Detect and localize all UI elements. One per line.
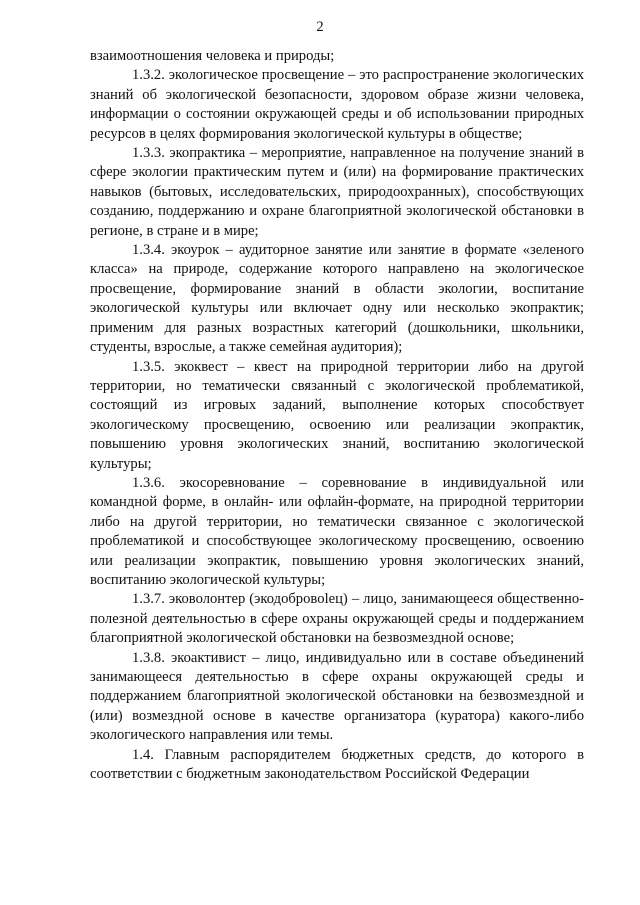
- paragraph: 1.3.7. эковолонтер (экодобровolец) – лицо, занимающееся общественно-полезной деятельностью в сфере охраны окружающей среды и поддержанием благоприятной экологической обстановки на безвозмездной основе;: [90, 591, 584, 647]
- paragraph: 1.4. Главным распорядителем бюджетных средств, до которого в соответствии с бюджетным законодательством Российской Федерации: [90, 746, 584, 783]
- paragraph: 1.3.8. экоактивист – лицо, индивидуально или в составе объединений занимающееся деятельностью в сфере охраны окружающей среды и поддержанием благоприятной экологической обстановки на безвозмездной и (или) возмездной основе в качестве организатора (куратора) какого-либо экологического направления или темы.: [90, 649, 584, 744]
- paragraph: 1.3.4. экоурок – аудиторное занятие или занятие в формате «зеленого класса» на природе, содержание которого направлено на экологическое просвещение, формирование знаний в области экологии, воспитание экологической культуры или включает одну или несколько экопрактик; применим для разных возрастных категорий (дошкольники, школьники, студенты, взрослые, а также семейная аудитория);: [90, 242, 584, 356]
- page-number: 2: [316, 19, 324, 35]
- document-body: [90, 47, 584, 784]
- paragraph: 1.3.2. экологическое просвещение – это распространение экологических знаний об экологической безопасности, здоровом образе жизни человека, информации о состоянии окружающей среды и об использовании природных ресурсов в целях формирования экологической культуры в обществе;: [90, 67, 584, 142]
- paragraph: 1.3.5. экоквест – квест на природной территории либо на другой территории, но тематически связанный с экологической проблематикой, состоящий из игровых заданий, выполнение которых способствует экологическому просвещению, освоению или реализации экопрактик, повышению уровня экологических знаний, воспитанию экологической культуры;: [90, 358, 584, 472]
- paragraph: 1.3.3. экопрактика – мероприятие, направленное на получение знаний в сфере экологии практическим путем и (или) на формирование практических навыков (бытовых, исследовательских, природоохранных), способствующих созданию, поддержанию и охране благоприятной экологической обстановки в регионе, в стране и в мире;: [90, 145, 584, 239]
- paragraph: 1.3.6. экосоревнование – соревнование в индивидуальной или командной форме, в онлайн- или офлайн-формате, на природной территории либо на другой территории, но тематически связанное с экологической проблематикой и способствующее экологическому просвещению, освоению или реализации экопрактик, повышению уровня экологических знаний, воспитанию экологической культуры;: [90, 474, 584, 588]
- paragraph: взаимоотношения человека и природы;: [90, 48, 335, 64]
